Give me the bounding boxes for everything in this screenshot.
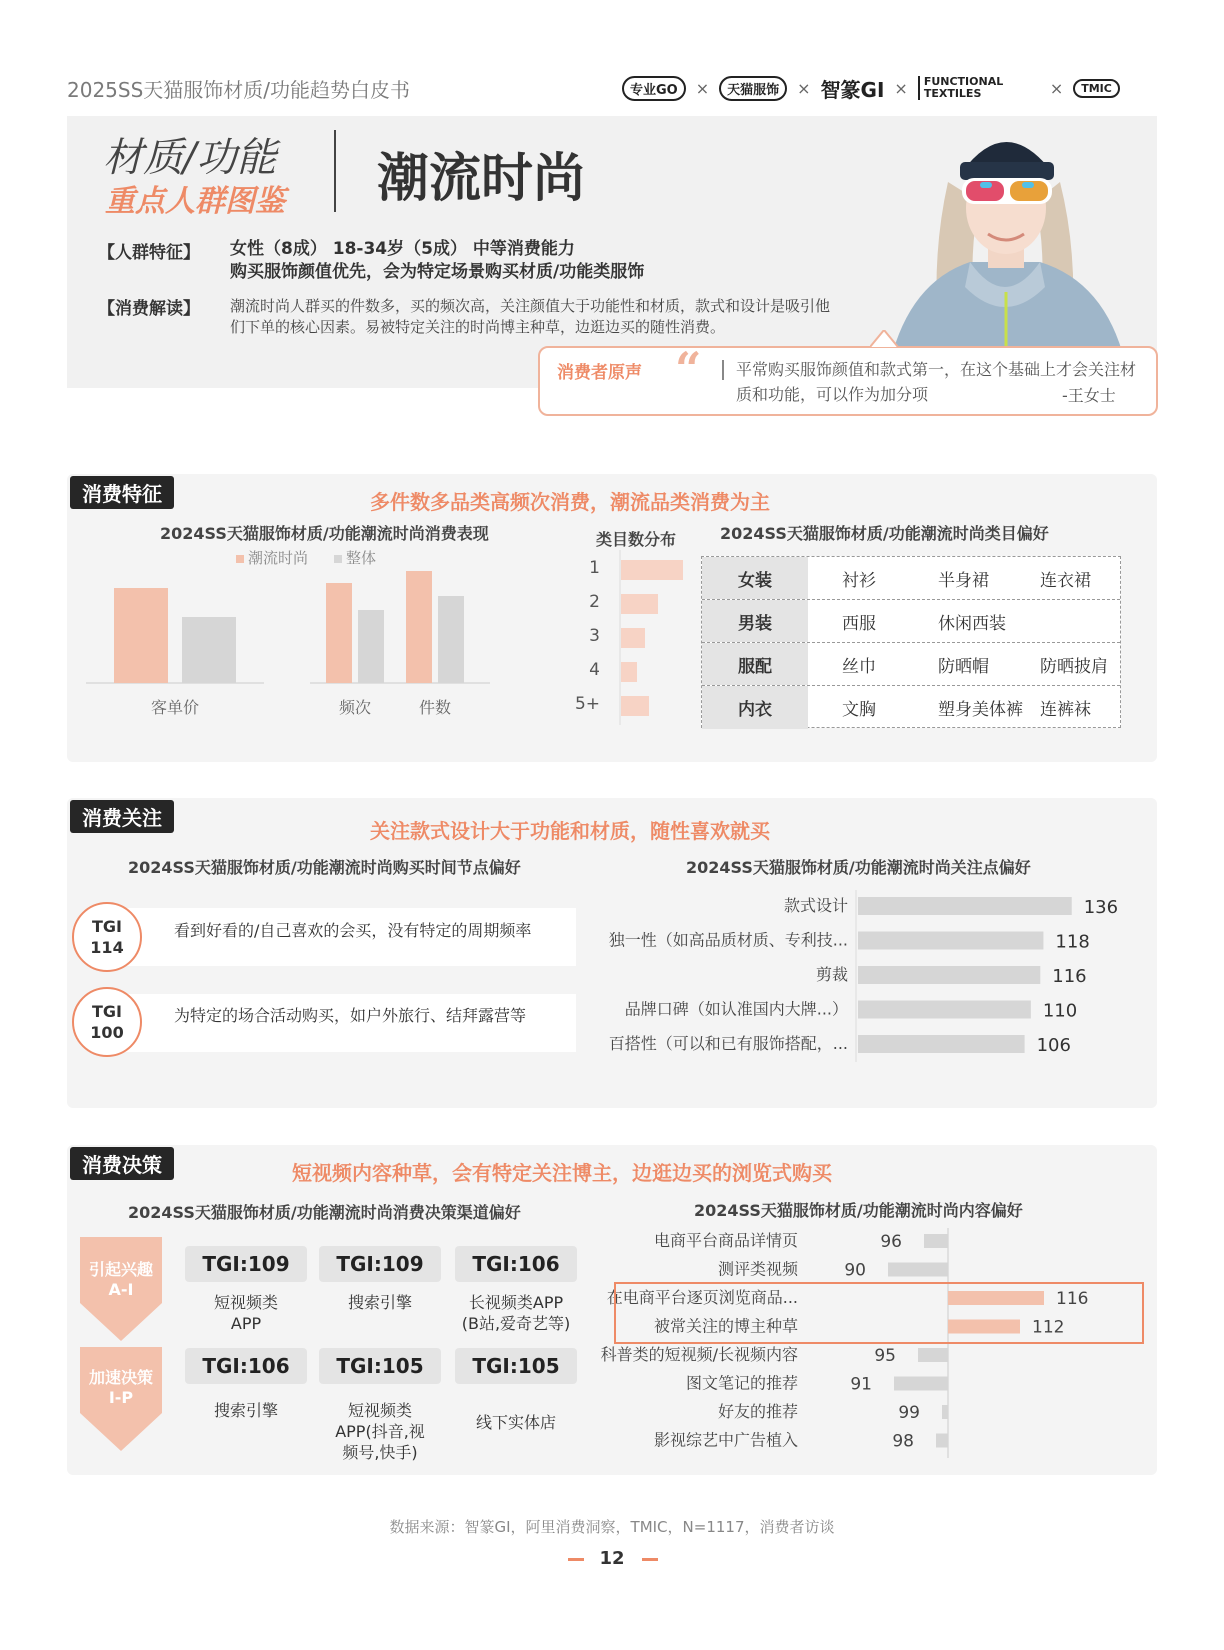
y-tick-label: 3 bbox=[589, 626, 600, 646]
logo-5: TMIC bbox=[1073, 79, 1120, 98]
logo-separator: × bbox=[1049, 78, 1064, 98]
channel-name: 短视频类 APP(抖音,视 频号,快手) bbox=[335, 1401, 425, 1462]
channel-tgi: TGI:105 bbox=[319, 1348, 441, 1384]
traits-line-1: 女性（8成） 18-34岁（5成） 中等消费能力 bbox=[230, 239, 575, 259]
content-chart bbox=[580, 1228, 1150, 1460]
y-tick-label: 5+ bbox=[574, 694, 600, 714]
bar-整体-件数 bbox=[438, 596, 464, 683]
traits-label: 【人群特征】 bbox=[98, 243, 200, 263]
section-tag-consumption: 消费特征 bbox=[70, 476, 174, 509]
y-tick-label: 测评类视频 bbox=[717, 1259, 798, 1279]
bar-0 bbox=[858, 897, 1072, 915]
table-row-header: 服配 bbox=[702, 643, 808, 685]
tgi-badge bbox=[72, 902, 142, 972]
x-tick-label: 件数 bbox=[418, 698, 452, 717]
quote-label: 消费者原声 bbox=[557, 363, 642, 383]
table-row bbox=[702, 557, 1120, 600]
chart-title-content: 2024SS天猫服饰材质/功能潮流时尚内容偏好 bbox=[694, 1201, 1023, 1220]
section-headline-decision: 短视频内容种草，会有特定关注博主，边逛边买的浏览式购买 bbox=[292, 1161, 832, 1185]
chart-title-attention: 2024SS天猫服饰材质/功能潮流时尚关注点偏好 bbox=[686, 858, 1031, 877]
tgi-badge bbox=[72, 987, 142, 1057]
channel-tgi: TGI:109 bbox=[185, 1246, 307, 1282]
section-headline-consumption: 多件数多品类高频次消费，潮流品类消费为主 bbox=[370, 490, 770, 514]
data-label: 98 bbox=[892, 1431, 914, 1452]
y-tick-label: 百搭性（可以和已有服饰搭配，... bbox=[608, 1034, 848, 1053]
bar-6 bbox=[942, 1405, 948, 1419]
tgi-text: 为特定的场合活动购买，如户外旅行、结拜露营等 bbox=[174, 1006, 527, 1025]
data-label: 95 bbox=[874, 1346, 896, 1366]
hero-title: 材质/功能 bbox=[103, 135, 277, 181]
table-cell: 衬衫 bbox=[842, 570, 876, 591]
bar-整体-频次 bbox=[358, 610, 384, 683]
channel-name: 短视频类 APP bbox=[213, 1293, 278, 1333]
traits-line-2: 购买服饰颜值优先，会为特定场景购买材质/功能类服饰 bbox=[230, 262, 645, 282]
chart-title-category-pref: 2024SS天猫服饰材质/功能潮流时尚类目偏好 bbox=[720, 524, 1049, 543]
model-photo bbox=[870, 112, 1140, 362]
logo-separator: × bbox=[797, 78, 811, 98]
logo-2: 天猫服饰 bbox=[719, 76, 787, 101]
y-tick-label: 被常关注的博主种草 bbox=[653, 1316, 798, 1336]
quote-text: 平常购买服饰颜值和款式第一，在这个基础上才会关注材质和功能，可以作为加分项 bbox=[736, 360, 1137, 404]
table-row bbox=[702, 643, 1120, 686]
data-label: 91 bbox=[850, 1374, 872, 1395]
performance-chart bbox=[80, 540, 580, 750]
bar-7 bbox=[936, 1434, 948, 1448]
data-label: 116 bbox=[1052, 966, 1087, 987]
logo-1: 专业GO bbox=[622, 76, 686, 101]
bar-潮流时尚-频次 bbox=[326, 583, 352, 683]
legend-swatch bbox=[236, 555, 244, 563]
section-headline-attention: 关注款式设计大于功能和材质，随性喜欢就买 bbox=[370, 819, 770, 843]
interpret-label: 【消费解读】 bbox=[98, 299, 200, 319]
y-tick-label: 电商平台商品详情页 bbox=[653, 1231, 798, 1250]
chart-title-channels: 2024SS天猫服饰材质/功能潮流时尚消费决策渠道偏好 bbox=[128, 1203, 521, 1222]
table-row-header: 女装 bbox=[702, 557, 808, 599]
category-preference-table bbox=[701, 556, 1121, 728]
logo-separator: × bbox=[695, 78, 710, 98]
channel-tgi: TGI:106 bbox=[455, 1246, 577, 1282]
table-cell: 连裤袜 bbox=[1040, 700, 1091, 720]
data-label: 96 bbox=[880, 1232, 902, 1252]
document-title: 2025SS天猫服饰材质/功能趋势白皮书 bbox=[67, 78, 411, 102]
bar-1 bbox=[621, 560, 683, 580]
data-label: 110 bbox=[1042, 1000, 1078, 1022]
interpret-text: 潮流时尚人群买的件数多，买的频次高，关注颜值大于功能性和材质，款式和设计是吸引他们下单的核心因素。易被特定关注的时尚博主种草，边逛边买的随性消费。 bbox=[230, 297, 831, 336]
table-row bbox=[702, 686, 1120, 729]
table-cell: 西服 bbox=[842, 613, 876, 634]
channel-tgi: TGI:105 bbox=[455, 1348, 577, 1384]
bar-5+ bbox=[621, 696, 649, 716]
quote-author: -王女士 bbox=[1062, 386, 1116, 405]
channel-name: 线下实体店 bbox=[475, 1413, 556, 1432]
y-tick-label: 1 bbox=[589, 558, 600, 578]
tgi-text: 看到好看的/自己喜欢的会买，没有特定的周期频率 bbox=[174, 921, 532, 940]
stage-label: 引起兴趣 A-I bbox=[88, 1260, 153, 1299]
stage-label: 加速决策 I-P bbox=[88, 1368, 153, 1407]
table-row bbox=[702, 600, 1120, 643]
bar-0 bbox=[924, 1234, 948, 1248]
y-tick-label: 在电商平台逐页浏览商品... bbox=[606, 1288, 798, 1307]
bar-3 bbox=[621, 628, 645, 648]
y-tick-label: 4 bbox=[589, 660, 600, 680]
table-cell: 塑身美体裤 bbox=[938, 700, 1023, 720]
data-label: 112 bbox=[1032, 1317, 1065, 1338]
channel-name: 搜索引擎 bbox=[213, 1401, 278, 1420]
x-tick-label: 客单价 bbox=[150, 698, 200, 717]
channel-name: 搜索引擎 bbox=[347, 1293, 412, 1312]
table-cell: 休闲西装 bbox=[938, 613, 1006, 634]
channel-name: 长视频类APP (B站,爱奇艺等) bbox=[461, 1293, 571, 1333]
bar-3 bbox=[858, 1001, 1031, 1019]
y-tick-label: 好友的推荐 bbox=[717, 1402, 798, 1421]
data-label: 90 bbox=[844, 1260, 866, 1281]
tgi-badge-label: TGI bbox=[92, 1002, 122, 1021]
bar-1 bbox=[888, 1263, 948, 1277]
table-row-header: 男装 bbox=[702, 600, 808, 642]
highlight-box bbox=[614, 1282, 1144, 1344]
data-source: 数据来源：智篆GI，阿里消费洞察，TMIC，N=1117，消费者访谈 bbox=[389, 1518, 835, 1536]
bar-5 bbox=[894, 1377, 948, 1391]
table-cell: 半身裙 bbox=[938, 570, 989, 591]
quote-divider bbox=[722, 360, 724, 380]
quote-pointer bbox=[870, 330, 900, 348]
channel-tgi: TGI:106 bbox=[185, 1348, 307, 1384]
data-label: 99 bbox=[898, 1403, 920, 1423]
bar-4 bbox=[858, 1035, 1025, 1053]
y-tick-label: 图文笔记的推荐 bbox=[685, 1373, 798, 1393]
logo-separator: × bbox=[894, 78, 908, 98]
logo-3: 智篆GI bbox=[820, 77, 885, 102]
page-number: 12 bbox=[599, 1548, 625, 1569]
chart-title-timing: 2024SS天猫服饰材质/功能潮流时尚购买时间节点偏好 bbox=[128, 858, 521, 877]
logo-4: FUNCTIONAL TEXTILES bbox=[918, 76, 1040, 100]
legend-label: 潮流时尚 bbox=[248, 549, 309, 567]
attention-chart bbox=[580, 890, 1150, 1070]
data-label: 136 bbox=[1083, 897, 1119, 918]
bar-潮流时尚-客单价 bbox=[114, 588, 168, 683]
channel-tgi: TGI:109 bbox=[319, 1246, 441, 1282]
bar-4 bbox=[918, 1348, 948, 1362]
tgi-badge-value: 100 bbox=[90, 1023, 124, 1042]
y-tick-label: 科普类的短视频/长视频内容 bbox=[600, 1345, 798, 1364]
quote-mark-icon: “ bbox=[675, 342, 702, 396]
y-tick-label: 独一性（如高品质材质、专利技... bbox=[608, 930, 848, 950]
tgi-badge-label: TGI bbox=[92, 917, 122, 936]
bar-整体-客单价 bbox=[182, 617, 236, 683]
y-tick-label: 影视综艺中广告植入 bbox=[653, 1430, 798, 1450]
y-tick-label: 2 bbox=[589, 592, 600, 612]
section-tag-decision: 消费决策 bbox=[70, 1147, 174, 1180]
bar-2 bbox=[858, 966, 1040, 984]
bar-1 bbox=[858, 932, 1043, 950]
hero-divider bbox=[334, 130, 336, 212]
table-cell: 丝巾 bbox=[842, 656, 876, 677]
chart-title-performance: 2024SS天猫服饰材质/功能潮流时尚消费表现 bbox=[160, 524, 489, 543]
data-label: 118 bbox=[1055, 931, 1090, 953]
hero-subtitle: 重点人群图鉴 bbox=[105, 184, 285, 219]
y-tick-label: 剪裁 bbox=[815, 965, 848, 984]
table-cell: 防晒披肩 bbox=[1040, 656, 1108, 677]
table-cell: 防晒帽 bbox=[938, 656, 989, 677]
partner-logos bbox=[622, 70, 1162, 106]
legend-swatch bbox=[334, 555, 342, 563]
table-cell: 文胸 bbox=[842, 700, 876, 720]
bar-潮流时尚-件数 bbox=[406, 571, 432, 683]
y-tick-label: 款式设计 bbox=[783, 896, 848, 915]
chart-title-category-count: 类目数分布 bbox=[596, 530, 677, 549]
category-count-chart bbox=[570, 550, 700, 735]
x-tick-label: 频次 bbox=[338, 698, 372, 717]
tgi-badge-value: 114 bbox=[90, 938, 124, 957]
table-row-header: 内衣 bbox=[702, 686, 808, 729]
data-label: 106 bbox=[1036, 1035, 1071, 1056]
table-cell: 连衣裙 bbox=[1040, 570, 1091, 591]
data-label: 116 bbox=[1056, 1289, 1089, 1309]
segment-title: 潮流时尚 bbox=[377, 149, 586, 209]
section-tag-attention: 消费关注 bbox=[70, 800, 174, 833]
bar-2 bbox=[621, 594, 658, 614]
y-tick-label: 品牌口碑（如认准国内大牌...） bbox=[624, 999, 848, 1019]
bar-4 bbox=[621, 662, 637, 682]
legend-label: 整体 bbox=[346, 549, 377, 567]
